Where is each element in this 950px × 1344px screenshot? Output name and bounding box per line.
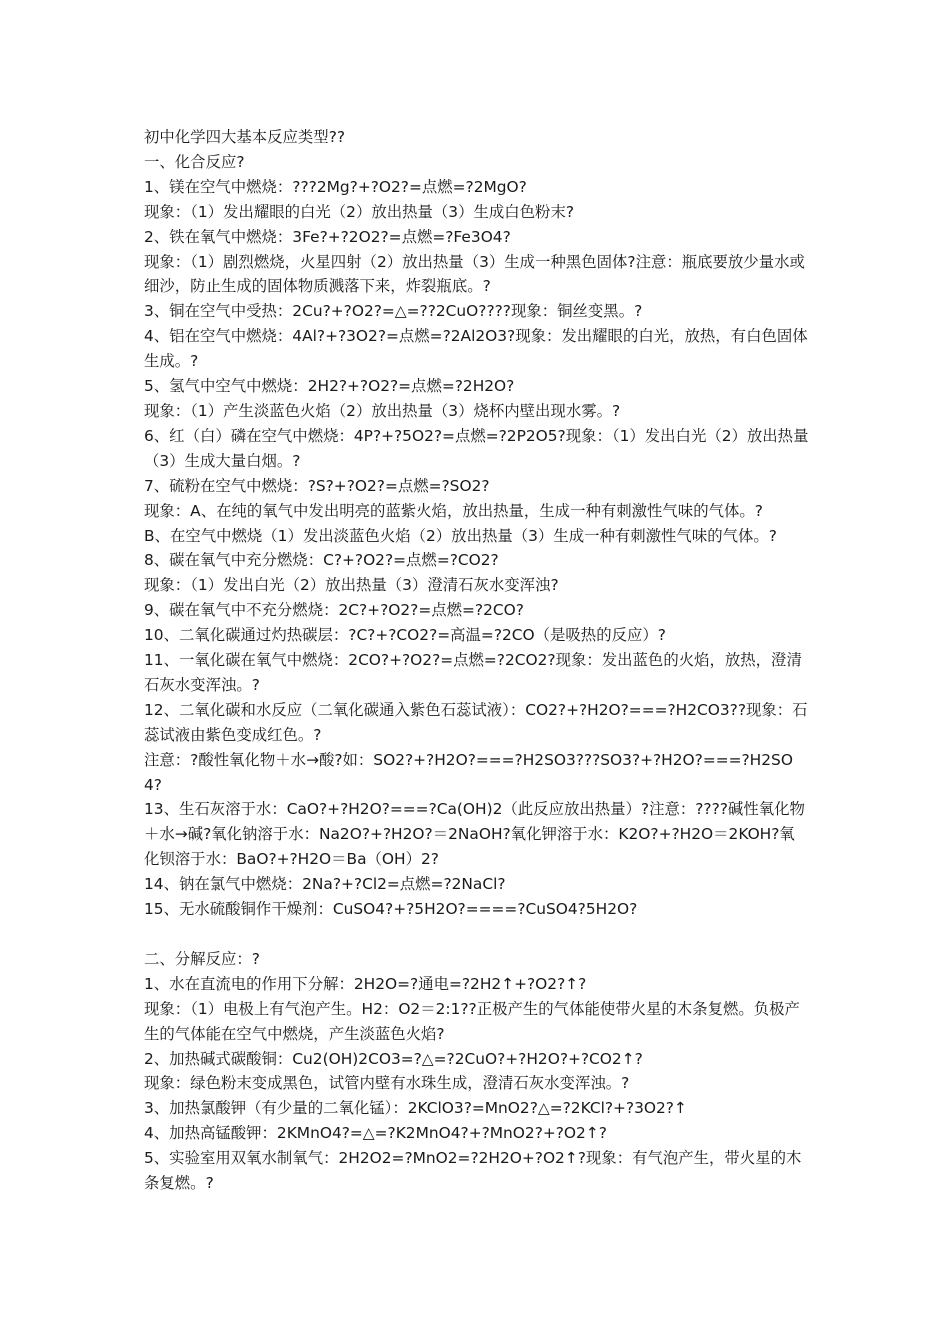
paragraph: 14、钠在氯气中燃烧：2Na?+?Cl2=点燃=?2NaCl?: [144, 875, 506, 894]
paragraph: 5、实验室用双氧水制氧气：2H2O2=?MnO2=?2H2O+?O2↑?现象：有气泡产生，带火星的木条复燃。?: [144, 1149, 802, 1193]
paragraph: 现象：（1）发出白光（2）放出热量（3）澄清石灰水变浑浊?: [144, 576, 559, 595]
paragraph: 现象：A、在纯的氧气中发出明亮的蓝紫火焰，放出热量，生成一种有刺激性气味的气体。?: [144, 501, 763, 520]
paragraph: 5、氢气中空气中燃烧：2H2?+?O2?=点燃=?2H2O?: [144, 377, 515, 396]
paragraph: 7、硫粉在空气中燃烧：?S?+?O2?=点燃=?SO2?: [144, 476, 490, 495]
paragraph: 8、碳在氧气中充分燃烧：C?+?O2?=点燃=?CO2?: [144, 551, 499, 570]
paragraph: 4、铝在空气中燃烧：4Al?+?3O2?=点燃=?2Al2O3?现象：发出耀眼的白光，放热，有白色固体生成。?: [144, 327, 808, 371]
paragraph: 注意：?酸性氧化物＋水→酸?如：SO2?+?H2O?===?H2SO3???SO3?+?H2O?===?H2SO4?: [144, 750, 793, 794]
paragraph: 12、二氧化碳和水反应（二氧化碳通入紫色石蕊试液）：CO2?+?H2O?===?H2CO3??现象：石蕊试液由紫色变成红色。?: [144, 700, 808, 744]
section-heading: 一、化合反应?: [144, 152, 245, 171]
section-spacer: [144, 922, 810, 947]
paragraph: 现象：（1）发出耀眼的白光（2）放出热量（3）生成白色粉末?: [144, 202, 575, 221]
paragraph: 3、加热氯酸钾（有少量的二氧化锰）：2KClO3?=MnO2?△=?2KCl?+?3O2?↑: [144, 1099, 687, 1118]
paragraph: 13、生石灰溶于水：CaO?+?H2O?===?Ca(OH)2（此反应放出热量）?注意：????碱性氧化物＋水→碱?氧化钠溶于水：Na2O?+?H2O?＝2NaOH?氧化钾溶于水：K2O?+?H2O＝2KOH?氧化钡溶于水：BaO?+?H2O＝Ba（OH）2?: [144, 800, 805, 869]
paragraph: 2、铁在氧气中燃烧：3Fe?+?2O2?=点燃=?Fe3O4?: [144, 227, 511, 246]
paragraph: 9、碳在氧气中不充分燃烧：2C?+?O2?=点燃=?2CO?: [144, 601, 524, 620]
paragraph: 3、铜在空气中受热：2Cu?+?O2?=△=??2CuO????现象：铜丝变黑。?: [144, 302, 643, 321]
document-title: 初中化学四大基本反应类型??: [144, 128, 346, 146]
paragraph: B、在空气中燃烧（1）发出淡蓝色火焰（2）放出热量（3）生成一种有刺激性气味的气体。?: [144, 526, 777, 545]
paragraph: 2、加热碱式碳酸铜：Cu2(OH)2CO3=?△=?2CuO?+?H2O?+?CO2↑?: [144, 1049, 643, 1068]
paragraph: 现象：（1）产生淡蓝色火焰（2）放出热量（3）烧杯内壁出现水雾。?: [144, 401, 621, 420]
paragraph: 1、镁在空气中燃烧：???2Mg?+?O2?=点燃=?2MgO?: [144, 177, 527, 196]
document-body: [144, 125, 810, 1196]
paragraph: 6、红（白）磷在空气中燃烧：4P?+?5O2?=点燃=?2P2O5?现象：（1）发出白光（2）放出热量（3）生成大量白烟。?: [144, 426, 809, 470]
paragraph: 11、一氧化碳在氧气中燃烧：2CO?+?O2?=点燃=?2CO2?现象：发出蓝色的火焰，放热，澄清石灰水变浑浊。?: [144, 651, 802, 694]
paragraph: 1、水在直流电的作用下分解：2H2O=?通电=?2H2↑+?O2?↑?: [144, 974, 587, 993]
paragraph: 现象：（1）电极上有气泡产生。H2：O2＝2:1??正极产生的气体能使带火星的木条复燃。负极产生的气体能在空气中燃烧，产生淡蓝色火焰?: [144, 999, 800, 1043]
paragraph: 现象：绿色粉末变成黑色，试管内壁有水珠生成，澄清石灰水变浑浊。?: [144, 1074, 630, 1093]
paragraph: 15、无水硫酸铜作干燥剂：CuSO4?+?5H2O?====?CuSO4?5H2O?: [144, 900, 638, 919]
section-heading: 二、分解反应：?: [144, 949, 260, 968]
paragraph: 4、加热高锰酸钾：2KMnO4?=△=?K2MnO4?+?MnO2?+?O2↑?: [144, 1124, 607, 1143]
paragraph: 现象：（1）剧烈燃烧，火星四射（2）放出热量（3）生成一种黑色固体?注意：瓶底要放少量水或细沙，防止生成的固体物质溅落下来，炸裂瓶底。?: [144, 252, 805, 296]
paragraph: 10、二氧化碳通过灼热碳层：?C?+?CO2?=高温=?2CO（是吸热的反应）?: [144, 626, 666, 645]
